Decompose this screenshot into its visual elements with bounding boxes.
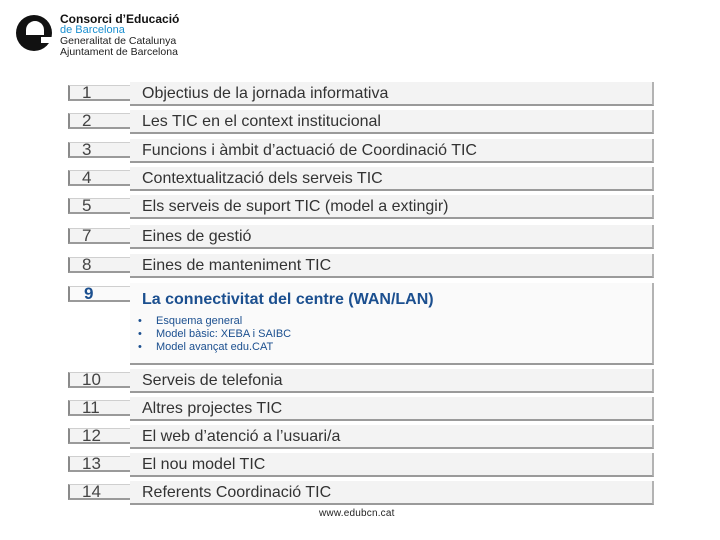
agenda-title-box — [130, 453, 654, 477]
logo-line-1: Consorci d’Educació — [60, 12, 180, 26]
agenda-number-box — [68, 198, 130, 214]
agenda-number: 7 — [82, 226, 92, 245]
agenda-number: 8 — [82, 255, 92, 274]
agenda-title-box — [130, 283, 654, 365]
agenda-title-box — [130, 110, 654, 134]
agenda-title: Eines de gestió — [142, 228, 252, 245]
agenda-title: Els serveis de suport TIC (model a extingir) — [142, 198, 449, 215]
subtopic-item: • Esquema general — [138, 315, 291, 328]
agenda-title: La connectivitat del centre (WAN/LAN) — [142, 291, 434, 308]
agenda-number: 4 — [82, 168, 92, 187]
agenda-number: 9 — [84, 284, 94, 303]
agenda-number: 5 — [82, 196, 92, 215]
agenda-number: 12 — [82, 426, 101, 445]
agenda-title-box — [130, 397, 654, 421]
agenda-number-box — [68, 286, 130, 302]
agenda-title: Objectius de la jornada informativa — [142, 85, 389, 102]
agenda-subtopics — [138, 315, 291, 354]
subtopic-item: • Model avançat edu.CAT — [138, 341, 291, 354]
agenda-number: 2 — [82, 111, 92, 130]
agenda-number-box — [68, 142, 130, 158]
agenda-title-box — [130, 369, 654, 393]
agenda-title: El nou model TIC — [142, 456, 266, 473]
agenda-title-box — [130, 225, 654, 249]
agenda-number: 13 — [82, 454, 101, 473]
agenda-number: 11 — [82, 398, 100, 417]
agenda-title: Referents Coordinació TIC — [142, 484, 332, 501]
agenda-title: Eines de manteniment TIC — [142, 257, 332, 274]
agenda-title: Funcions i àmbit d’actuació de Coordinació TIC — [142, 142, 477, 159]
subtopic-item: • Model bàsic: XEBA i SAIBC — [138, 328, 291, 341]
agenda-number-box — [68, 428, 130, 444]
consorci-logo — [14, 12, 214, 62]
agenda-title: El web d’atenció a l’usuari/a — [142, 428, 341, 445]
agenda-number: 14 — [82, 482, 101, 501]
agenda-title-box — [130, 195, 654, 219]
agenda-number: 10 — [82, 370, 101, 389]
logo-text — [60, 14, 179, 58]
agenda-number-box — [68, 484, 130, 500]
agenda-number-box — [68, 400, 130, 416]
logo-line-4: Ajuntament de Barcelona — [60, 46, 178, 58]
agenda-title: Serveis de telefonia — [142, 372, 283, 389]
agenda-number-box — [68, 228, 130, 244]
agenda-number-box — [68, 170, 130, 186]
agenda-title-box — [130, 425, 654, 449]
consorci-e-logo-icon — [14, 12, 54, 54]
logo-line-3: Generalitat de Catalunya — [60, 35, 177, 47]
agenda-title-box — [130, 167, 654, 191]
agenda-number: 1 — [82, 83, 92, 102]
agenda-title-box — [130, 82, 654, 106]
logo-line-2: de Barcelona — [60, 24, 125, 36]
agenda-number-box — [68, 85, 130, 101]
footer-url: www.edubcn.cat — [319, 508, 395, 519]
agenda-number: 3 — [82, 140, 92, 159]
agenda-title-box — [130, 481, 654, 505]
agenda-number-box — [68, 257, 130, 273]
agenda-title: Contextualització dels serveis TIC — [142, 170, 383, 187]
agenda-number-box — [68, 456, 130, 472]
agenda-title: Les TIC en el context institucional — [142, 113, 381, 130]
agenda-title: Altres projectes TIC — [142, 400, 283, 417]
agenda-title-box — [130, 139, 654, 163]
agenda-number-box — [68, 372, 130, 388]
agenda-title-box — [130, 254, 654, 278]
agenda-number-box — [68, 113, 130, 129]
